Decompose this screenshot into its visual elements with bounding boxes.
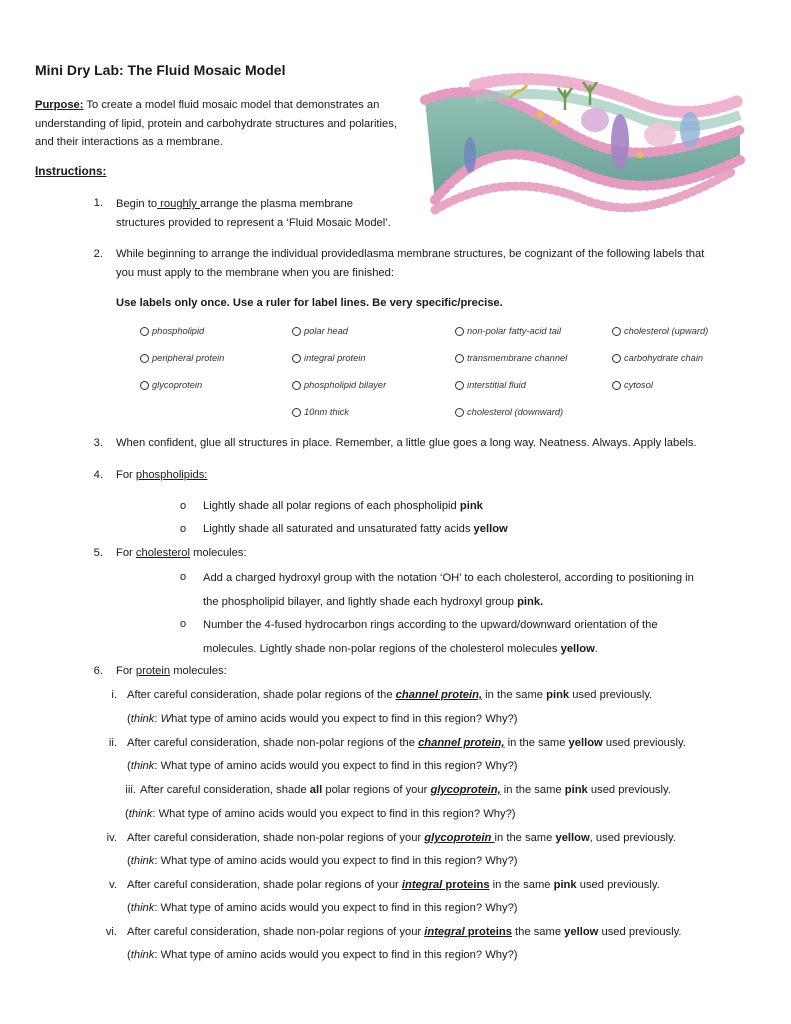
label-text: transmembrane channel — [467, 353, 568, 363]
bold-text: pink. — [517, 595, 544, 608]
item-number: iii. — [125, 784, 136, 796]
label-text: peripheral protein — [152, 353, 225, 363]
emphasis: integral — [401, 879, 443, 891]
step-3-number: 3. — [93, 437, 103, 449]
text: Number the 4-fused hydrocarbon rings according to the upward/downward orientation of the — [203, 619, 658, 631]
text: ( — [127, 949, 131, 961]
label-option[interactable] — [455, 326, 561, 336]
text: Lightly shade all saturated and unsaturated fatty acids — [203, 523, 474, 535]
text: After careful consideration, shade polar regions of the — [127, 689, 396, 701]
step-5-text — [116, 544, 247, 563]
radio-circle-icon — [455, 408, 464, 417]
emphasis: channel protein, — [418, 737, 505, 749]
label-option[interactable] — [292, 380, 386, 390]
label-option[interactable] — [292, 326, 348, 336]
think-line — [127, 899, 518, 918]
text: Lightly shade all polar regions of each phospholipid — [203, 500, 460, 512]
step-5-bullet-1 — [203, 567, 694, 614]
think-word: think — [128, 808, 153, 820]
label-text: cytosol — [624, 380, 653, 390]
step-4-text — [116, 466, 207, 485]
label-option[interactable] — [140, 380, 202, 390]
text: After careful consideration, shade non-polar regions of your — [127, 926, 425, 938]
step-1-text — [116, 195, 436, 232]
bold-text: yellow — [560, 642, 595, 655]
step-5-bullet-2 — [203, 614, 658, 661]
label-option[interactable] — [455, 353, 567, 363]
text: After careful consideration, shade non-polar regions of your — [127, 832, 425, 844]
text: After careful consideration, shade — [140, 784, 310, 796]
text: molecules. Lightly shade non-polar regions of the cholesterol molecules — [203, 642, 561, 655]
text: : — [154, 713, 161, 725]
step-2-line1: While beginning to arrange the individual providedlasma membrane structures, be cognizant of the following labels that — [116, 248, 705, 260]
emphasis: glycoprotein, — [430, 784, 501, 796]
radio-circle-icon — [455, 381, 464, 390]
text: hat type of amino acids would you expect to find in this region? Why?) — [171, 713, 518, 725]
bold-text: pink — [459, 500, 483, 512]
think-word: think — [130, 713, 155, 725]
text: : What type of amino acids would you expect to find in this region? Why?) — [154, 760, 518, 772]
page-title: Mini Dry Lab: The Fluid Mosaic Model — [35, 62, 286, 78]
item-number: ii. — [108, 737, 117, 749]
bold-text: yellow — [473, 523, 508, 535]
emphasis: channel protein, — [395, 689, 483, 701]
step-5-number: 5. — [93, 547, 103, 559]
label-option[interactable] — [612, 380, 653, 390]
protein-item-5 — [127, 876, 660, 895]
bullet: o — [180, 571, 187, 583]
text: in the same — [504, 737, 569, 749]
radio-circle-icon — [140, 381, 149, 390]
label-text: glycoprotein — [152, 380, 203, 390]
text: ( — [125, 808, 129, 820]
label-text: interstitial fluid — [467, 380, 526, 390]
step-2-number: 2. — [93, 248, 103, 260]
protein-item-4 — [127, 829, 676, 848]
text: the same — [511, 926, 565, 938]
bold-text: all — [309, 784, 323, 796]
purpose-paragraph — [35, 96, 415, 152]
label-text: integral protein — [304, 353, 366, 363]
text: ( — [127, 902, 131, 914]
step-4-link: phospholipids: — [135, 469, 208, 481]
text: : What type of amino acids would you expect to find in this region? Why?) — [154, 902, 518, 914]
label-option[interactable] — [140, 326, 204, 336]
text: used previously. — [598, 926, 682, 938]
step-1-pre: Begin to — [116, 198, 158, 210]
step-4-bullet-1 — [203, 497, 483, 516]
radio-circle-icon — [292, 327, 301, 336]
think-line — [125, 805, 516, 824]
radio-circle-icon — [140, 354, 149, 363]
purpose-label: Purpose: — [35, 99, 84, 111]
label-option[interactable] — [292, 353, 366, 363]
text: : What type of amino acids would you expect to find in this region? Why?) — [154, 855, 518, 867]
think-line — [127, 757, 518, 776]
step-3-text: When confident, glue all structures in place. Remember, a little glue goes a long way. Neatness. Always. Apply labels. — [116, 437, 697, 449]
radio-circle-icon — [140, 327, 149, 336]
text: used previously. — [576, 879, 660, 891]
text: : What type of amino acids would you expect to find in this region? Why?) — [152, 808, 516, 820]
text: , used previously. — [589, 832, 676, 844]
protein-item-3 — [140, 781, 671, 800]
bullet: o — [180, 618, 187, 630]
text: used previously. — [569, 689, 653, 701]
bold-text: pink — [564, 784, 588, 796]
step-4-bullet-2 — [203, 520, 508, 539]
think-word: think — [130, 949, 155, 961]
text: polar regions of your — [322, 784, 431, 796]
label-text: carbohydrate chain — [624, 353, 704, 363]
bold-text: pink — [546, 689, 570, 701]
label-option[interactable] — [612, 326, 708, 336]
think-line — [127, 852, 518, 871]
radio-circle-icon — [612, 327, 621, 336]
step-1-number: 1. — [93, 197, 103, 209]
text: : What type of amino acids would you expect to find in this region? Why?) — [154, 949, 518, 961]
text: ( — [127, 760, 131, 772]
bullet: o — [180, 523, 187, 535]
step-1-line2: structures provided to represent a ‘Fluid Mosaic Model’. — [116, 216, 391, 229]
text: . — [594, 642, 598, 655]
text: molecules: — [190, 547, 247, 559]
text: in the same — [489, 879, 554, 891]
text: W — [160, 713, 172, 725]
text: For — [116, 665, 136, 677]
radio-circle-icon — [455, 327, 464, 336]
step-5-link: cholesterol — [135, 547, 190, 559]
text: in the same — [500, 784, 565, 796]
think-word: think — [130, 855, 155, 867]
protein-item-2 — [127, 734, 686, 753]
text: molecules: — [170, 665, 227, 677]
item-number: iv. — [106, 832, 117, 844]
text: After careful consideration, shade polar regions of your — [127, 879, 402, 891]
radio-circle-icon — [292, 381, 301, 390]
text: the phospholipid bilayer, and lightly shade each hydroxyl group — [203, 595, 518, 608]
label-text: cholesterol (upward) — [624, 326, 709, 336]
item-number: vi. — [105, 926, 117, 938]
instructions-heading: Instructions: — [35, 164, 107, 178]
label-text: cholesterol (downward) — [467, 407, 564, 417]
radio-circle-icon — [455, 354, 464, 363]
text: Add a charged hydroxyl group with the notation ‘OH’ to each cholesterol, according to positioning in — [203, 572, 694, 584]
label-text: non-polar fatty-acid tail — [467, 326, 562, 336]
label-text: phospholipid — [152, 326, 205, 336]
radio-circle-icon — [612, 354, 621, 363]
step-2-line2: you must apply to the membrane when you are finished: — [116, 266, 394, 279]
text: used previously. — [587, 784, 671, 796]
think-line — [127, 946, 518, 965]
item-number: v. — [109, 879, 117, 891]
bold-text: yellow — [564, 926, 599, 938]
text: in the same — [494, 832, 556, 844]
emphasis: integral — [424, 926, 465, 938]
label-option[interactable] — [292, 407, 349, 417]
text: After careful consideration, shade non-polar regions of the — [127, 737, 419, 749]
text: ( — [127, 855, 131, 867]
label-option[interactable] — [140, 353, 224, 363]
bullet: o — [180, 500, 187, 512]
radio-circle-icon — [612, 381, 621, 390]
protein-item-6 — [127, 923, 682, 942]
text: ( — [127, 713, 131, 725]
text: For — [116, 547, 136, 559]
step-4-number: 4. — [93, 469, 103, 481]
label-text: polar head — [304, 326, 348, 336]
emphasis: glycoprotein — [424, 832, 495, 844]
bold-text: yellow — [555, 832, 590, 844]
think-line — [127, 710, 518, 729]
label-text: phospholipid bilayer — [304, 380, 387, 390]
item-number: i. — [111, 689, 117, 701]
label-option[interactable] — [455, 380, 526, 390]
radio-circle-icon — [292, 408, 301, 417]
label-rule: Use labels only once. Use a ruler for label lines. Be very specific/precise. — [116, 297, 503, 309]
think-word: think — [130, 902, 155, 914]
step-1-post: arrange the plasma membrane — [199, 198, 353, 210]
step-2-text — [116, 245, 766, 282]
text: in the same — [482, 689, 547, 701]
label-text: 10nm thick — [304, 407, 349, 417]
step-1-emphasis: roughly — [157, 198, 200, 210]
purpose-text: To create a model fluid mosaic model that demonstrates an understanding of lipid, protein and carbohydrate structures and polarities, and their interactions as a membrane. — [35, 99, 397, 148]
membrane-illustration — [415, 60, 750, 235]
label-option[interactable] — [455, 407, 563, 417]
step-6-text — [116, 662, 227, 681]
step-6-link: protein — [135, 665, 171, 677]
bold-text: pink — [553, 879, 577, 891]
emphasis: proteins — [464, 926, 512, 938]
label-option[interactable] — [612, 353, 703, 363]
think-word: think — [130, 760, 155, 772]
emphasis: proteins — [442, 879, 490, 891]
bold-text: yellow — [568, 737, 603, 749]
protein-item-1 — [127, 686, 652, 705]
step-6-number: 6. — [93, 665, 103, 677]
step-4-pre: For — [116, 469, 136, 481]
radio-circle-icon — [292, 354, 301, 363]
text: used previously. — [602, 737, 686, 749]
